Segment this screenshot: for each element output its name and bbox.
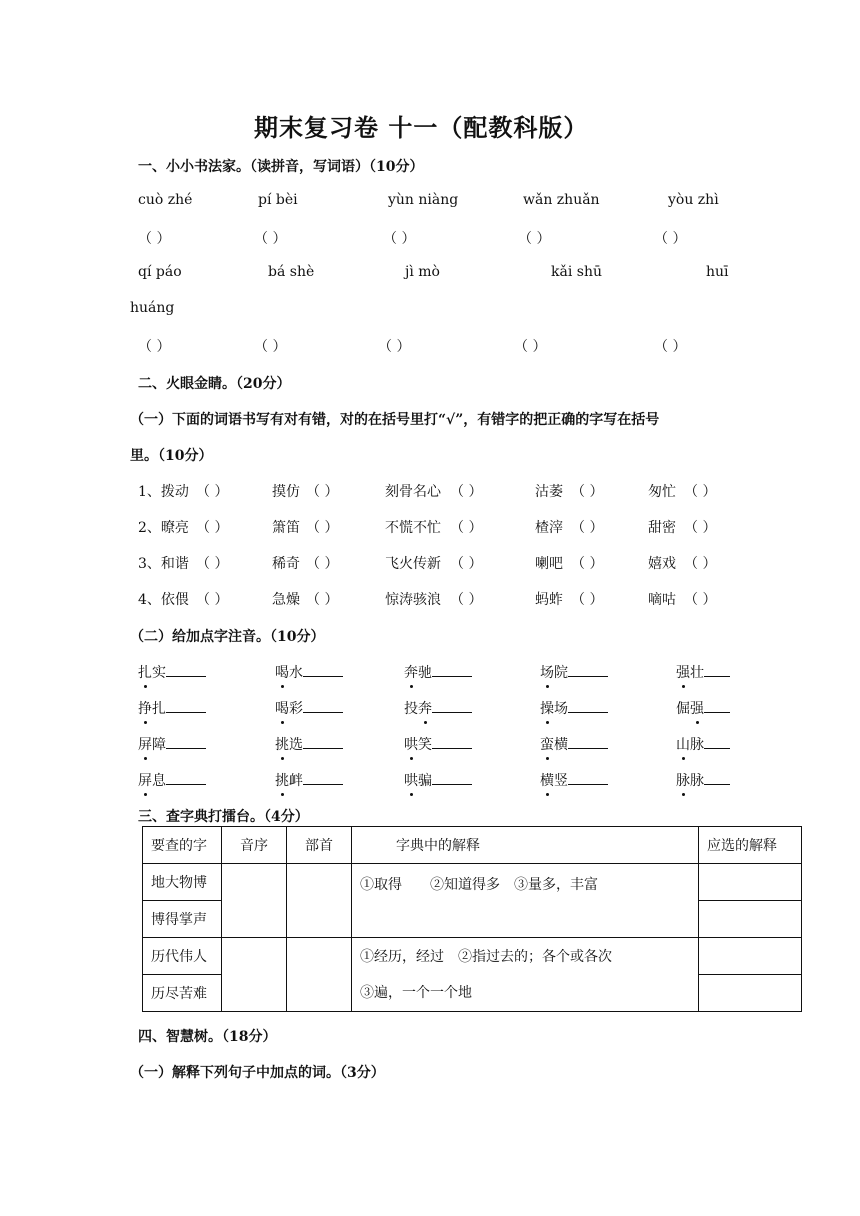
pinyin-item: wǎn zhuǎn <box>523 192 600 208</box>
word-item: 箫笛 <box>272 520 300 536</box>
explanation-cell <box>352 938 699 1012</box>
word-char: 脉 <box>690 737 704 753</box>
pinyin-annotation-row <box>0 698 860 720</box>
pinyin-blank[interactable] <box>303 699 343 713</box>
answer-paren[interactable]: （ ） <box>450 484 483 500</box>
dotted-word <box>275 734 343 754</box>
word-char: 院 <box>554 665 568 681</box>
answer-paren[interactable]: （ ） <box>684 556 717 572</box>
section3-heading: 三、查字典打擂台。（4分） <box>138 809 309 825</box>
word-char: 横 <box>540 770 554 790</box>
pinyin-item: jì mò <box>405 264 440 280</box>
word-char: 强 <box>676 662 690 682</box>
dotted-word <box>275 662 343 682</box>
choice-cell[interactable] <box>699 975 802 1012</box>
answer-paren[interactable]: （ ） <box>450 556 483 572</box>
dotted-word <box>404 662 472 682</box>
word-char: 横 <box>554 737 568 753</box>
dotted-word <box>676 698 730 718</box>
section1-heading: 一、小小书法家。（读拼音，写词语）（10分） <box>138 159 424 175</box>
word-char: 彩 <box>289 701 303 717</box>
pinyin-item: pí bèi <box>258 192 298 208</box>
word-char: 场 <box>540 662 554 682</box>
word-char: 扎 <box>152 701 166 717</box>
word-char: 障 <box>152 737 166 753</box>
word-item: 惊涛骇浪 <box>385 592 441 608</box>
word-char: 哄 <box>404 734 418 754</box>
word-item: 嬉戏 <box>648 556 676 572</box>
dotted-word <box>540 734 608 754</box>
answer-paren[interactable]: （ ） <box>654 231 687 247</box>
answer-paren[interactable]: （ ） <box>518 231 551 247</box>
pinyin-item: yòu zhì <box>668 192 719 208</box>
dotted-word <box>676 770 730 790</box>
pinyin-item: yùn niàng <box>388 192 459 208</box>
word-item: 蚂蚱 <box>535 592 563 608</box>
dotted-word <box>540 662 608 682</box>
word-check-row <box>0 481 860 503</box>
pinyin-blank[interactable] <box>568 663 608 677</box>
word-char: 奔 <box>404 662 418 682</box>
pinyin-blank[interactable] <box>568 735 608 749</box>
word-item: 嘀咕 <box>648 592 676 608</box>
pinyin-blank[interactable] <box>704 771 730 785</box>
word-char: 山 <box>676 734 690 754</box>
lookup-word: 历尽苦难 <box>143 975 222 1012</box>
answer-paren[interactable]: （ ） <box>306 520 339 536</box>
choice-cell[interactable] <box>699 864 802 901</box>
dotted-word <box>676 662 730 682</box>
dotted-word <box>138 698 206 718</box>
word-item: 3、和谐 <box>138 556 189 572</box>
yinxu-cell[interactable] <box>222 864 287 938</box>
word-char: 倔 <box>676 701 690 717</box>
word-item: 摸仿 <box>272 484 300 500</box>
table-header: 要查的字 <box>143 827 222 864</box>
answer-paren[interactable]: （ ） <box>571 592 604 608</box>
pinyin-annotation-row <box>0 734 860 756</box>
word-char: 屏 <box>138 770 152 790</box>
answer-paren[interactable]: （ ） <box>138 339 171 355</box>
pinyin-blank[interactable] <box>704 735 730 749</box>
pinyin-blank[interactable] <box>303 771 343 785</box>
answer-paren[interactable]: （ ） <box>196 592 229 608</box>
word-item: 楂滓 <box>535 520 563 536</box>
table-row <box>143 864 802 901</box>
explanation-line: ③遍，一个一个地 <box>360 984 472 1001</box>
word-char: 喝 <box>275 698 289 718</box>
table-header: 字典中的解释 <box>352 827 699 864</box>
answer-paren[interactable]: （ ） <box>196 556 229 572</box>
dotted-word <box>275 698 343 718</box>
answer-paren[interactable]: （ ） <box>196 484 229 500</box>
pinyin-blank[interactable] <box>704 663 730 677</box>
dotted-word <box>540 698 608 718</box>
word-char: 衅 <box>289 773 303 789</box>
answer-paren[interactable]: （ ） <box>196 520 229 536</box>
pinyin-blank[interactable] <box>303 735 343 749</box>
dotted-word <box>540 770 608 790</box>
word-char: 场 <box>554 701 568 717</box>
word-item: 不慌不忙 <box>385 520 441 536</box>
word-item: 匆忙 <box>648 484 676 500</box>
explanation-cell: ①取得 ②知道得多 ③量多，丰富 <box>352 864 699 938</box>
word-char: 水 <box>289 665 303 681</box>
word-char: 投 <box>404 701 418 717</box>
section2-part1-line1: （一）下面的词语书写有对有错，对的在括号里打“√”，有错字的把正确的字写在括号 <box>130 412 660 428</box>
table-header: 音序 <box>222 827 287 864</box>
word-check-row <box>0 553 860 575</box>
pinyin-blank[interactable] <box>303 663 343 677</box>
section4-part1-heading: （一）解释下列句子中加点的词。（3分） <box>130 1065 385 1081</box>
pinyin-blank[interactable] <box>166 663 206 677</box>
word-char: 驰 <box>418 665 432 681</box>
answer-row-2 <box>0 336 860 358</box>
answer-paren[interactable]: （ ） <box>306 592 339 608</box>
word-char: 息 <box>152 773 166 789</box>
yinxu-cell[interactable] <box>222 938 287 1012</box>
pinyin-blank[interactable] <box>432 771 472 785</box>
pinyin-blank[interactable] <box>166 735 206 749</box>
word-item: 急燥 <box>272 592 300 608</box>
lookup-word: 地大物博 <box>143 864 222 901</box>
answer-paren[interactable]: （ ） <box>684 484 717 500</box>
pinyin-row-2 <box>0 264 860 286</box>
pinyin-item: bá shè <box>268 264 315 280</box>
pinyin-wrap: huáng <box>130 300 175 316</box>
word-char: 挑 <box>275 770 289 790</box>
answer-paren[interactable]: （ ） <box>684 520 717 536</box>
answer-paren[interactable]: （ ） <box>306 556 339 572</box>
word-item: 稀奇 <box>272 556 300 572</box>
dotted-word <box>138 662 206 682</box>
word-item: 飞火传新 <box>385 556 441 572</box>
pinyin-blank[interactable] <box>568 771 608 785</box>
word-char: 脉 <box>690 773 704 789</box>
word-item: 沽萎 <box>535 484 563 500</box>
pinyin-blank[interactable] <box>432 735 472 749</box>
section2-heading: 二、火眼金睛。（20分） <box>138 376 291 392</box>
section2-part1-line2: 里。（10分） <box>130 448 213 464</box>
table-header-row <box>143 827 802 864</box>
pinyin-annotation-row <box>0 662 860 684</box>
word-item: 1、拨动 <box>138 484 189 500</box>
explanation-line: ①经历，经过 ②指过去的；各个或各次 <box>360 948 612 965</box>
bushou-cell[interactable] <box>287 938 352 1012</box>
answer-paren[interactable]: （ ） <box>571 556 604 572</box>
pinyin-item: qí páo <box>138 264 182 280</box>
word-char: 壮 <box>690 665 704 681</box>
dotted-word <box>404 734 472 754</box>
answer-paren[interactable]: （ ） <box>514 339 547 355</box>
answer-paren[interactable]: （ ） <box>450 592 483 608</box>
word-char: 强 <box>690 698 704 718</box>
pinyin-item: kǎi shū <box>551 264 602 280</box>
section4-heading: 四、智慧树。（18分） <box>138 1029 277 1045</box>
lookup-word: 博得掌声 <box>143 901 222 938</box>
page-title: 期末复习卷 十一（配教科版） <box>254 113 589 142</box>
pinyin-blank[interactable] <box>432 699 472 713</box>
answer-paren[interactable]: （ ） <box>571 520 604 536</box>
answer-paren[interactable]: （ ） <box>684 592 717 608</box>
word-item: 甜密 <box>648 520 676 536</box>
word-item: 2、暸亮 <box>138 520 189 536</box>
word-item: 4、依偎 <box>138 592 189 608</box>
answer-row-1 <box>0 228 860 250</box>
word-char: 挣 <box>138 698 152 718</box>
word-char: 实 <box>152 665 166 681</box>
word-char: 脉 <box>676 770 690 790</box>
answer-paren[interactable]: （ ） <box>254 339 287 355</box>
word-item: 刻骨名心 <box>385 484 441 500</box>
section2-part2-heading: （二）给加点字注音。（10分） <box>130 629 325 645</box>
answer-paren[interactable]: （ ） <box>383 231 416 247</box>
dotted-word <box>138 770 206 790</box>
word-char: 扎 <box>138 662 152 682</box>
dotted-word <box>138 734 206 754</box>
word-char: 骗 <box>418 773 432 789</box>
word-char: 哄 <box>404 770 418 790</box>
bushou-cell[interactable] <box>287 864 352 938</box>
table-row <box>143 938 802 975</box>
choice-cell[interactable] <box>699 901 802 938</box>
lookup-word: 历代伟人 <box>143 938 222 975</box>
dotted-word <box>404 770 472 790</box>
answer-paren[interactable]: （ ） <box>378 339 411 355</box>
word-char: 竖 <box>554 773 568 789</box>
word-char: 奔 <box>418 698 432 718</box>
answer-paren[interactable]: （ ） <box>571 484 604 500</box>
word-char: 挑 <box>275 734 289 754</box>
word-char: 操 <box>540 698 554 718</box>
pinyin-annotation-row <box>0 770 860 792</box>
pinyin-blank[interactable] <box>166 699 206 713</box>
table-header: 应选的解释 <box>699 827 802 864</box>
pinyin-item: huī <box>706 264 729 280</box>
pinyin-blank[interactable] <box>704 699 730 713</box>
choice-cell[interactable] <box>699 938 802 975</box>
answer-paren[interactable]: （ ） <box>306 484 339 500</box>
word-item: 喇吧 <box>535 556 563 572</box>
word-char: 选 <box>289 737 303 753</box>
word-char: 喝 <box>275 662 289 682</box>
answer-paren[interactable]: （ ） <box>654 339 687 355</box>
answer-paren[interactable]: （ ） <box>254 231 287 247</box>
pinyin-item: cuò zhé <box>138 192 193 208</box>
pinyin-row-1 <box>0 192 860 214</box>
pinyin-blank[interactable] <box>166 771 206 785</box>
answer-paren[interactable]: （ ） <box>138 231 171 247</box>
dotted-word <box>404 698 472 718</box>
dotted-word <box>676 734 730 754</box>
word-char: 笑 <box>418 737 432 753</box>
word-char: 蛮 <box>540 734 554 754</box>
answer-paren[interactable]: （ ） <box>450 520 483 536</box>
dictionary-table <box>142 826 802 1012</box>
table-header: 部首 <box>287 827 352 864</box>
word-char: 屏 <box>138 734 152 754</box>
word-check-row <box>0 517 860 539</box>
word-check-row <box>0 589 860 611</box>
pinyin-blank[interactable] <box>432 663 472 677</box>
pinyin-blank[interactable] <box>568 699 608 713</box>
dotted-word <box>275 770 343 790</box>
